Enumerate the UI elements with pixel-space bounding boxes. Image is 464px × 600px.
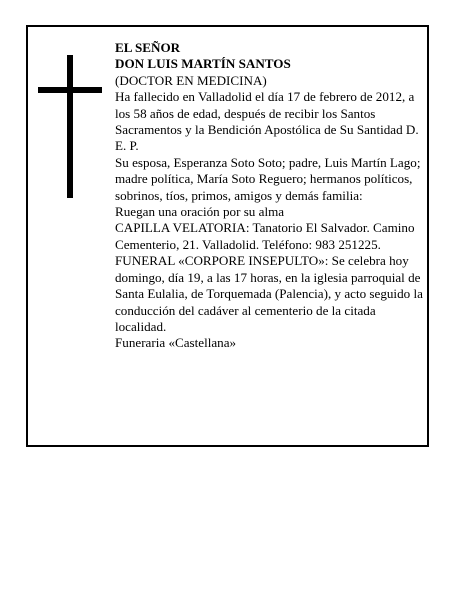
death-announcement: Ha fallecido en Valladolid el día 17 de febrero de 2012, a los 58 años de edad, después de recibir los Santos Sacramentos y la Bendición Apostólica de Su Santidad D. E. P.: [115, 89, 419, 154]
funeral-home: Funeraria «Castellana»: [115, 335, 237, 351]
cross-icon: [38, 55, 102, 198]
wake-chapel-info: CAPILLA VELATORIA: Tanatorio El Salvador. Camino Cementerio, 21. Valladolid. Teléfono: 983 251225.: [115, 220, 415, 252]
deceased-name: DON LUIS MARTÍN SANTOS: [115, 56, 291, 72]
deceased-title: EL SEÑOR: [115, 40, 181, 55]
funeral-info: FUNERAL «CORPORE INSEPULTO»: Se celebra hoy domingo, día 19, a las 17 horas, en la iglesia parroquial de Santa Eulalia, de Torquemada (Palencia), y acto seguido la conducción del cadáver al cementerio de la citada localidad.: [115, 253, 423, 334]
prayer-request: Ruegan una oración por su alma: [115, 204, 285, 220]
family-list: Su esposa, Esperanza Soto Soto; padre, Luis Martín Lago; madre política, María Soto Reguero; hermanos políticos, sobrinos, tíos, primos, amigos y demás familia:: [115, 154, 421, 203]
obituary-frame: [26, 25, 429, 447]
obituary-text: [115, 40, 423, 352]
deceased-profession: (DOCTOR EN MEDICINA): [115, 72, 267, 88]
